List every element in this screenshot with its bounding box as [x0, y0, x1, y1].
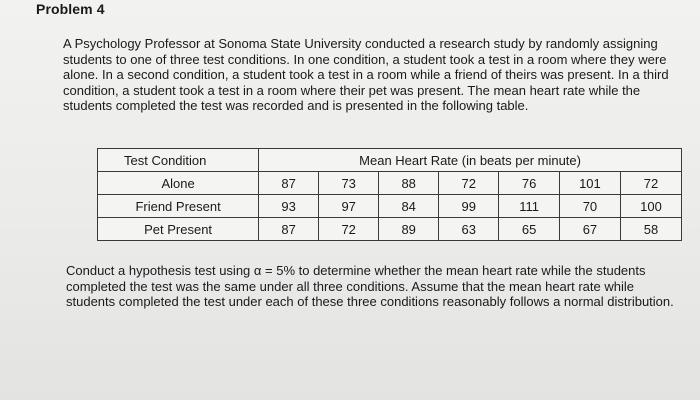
heart-rate-column-header: Mean Heart Rate (in beats per minute): [259, 149, 682, 172]
table-cell: 76: [499, 172, 560, 195]
table-cell: 87: [259, 218, 319, 241]
table-cell: 73: [319, 172, 379, 195]
problem-instructions: [66, 263, 676, 310]
table-cell: 101: [559, 172, 620, 195]
table-cell: 97: [319, 195, 379, 218]
table-header-row: [98, 149, 682, 172]
table-cell: 67: [559, 218, 620, 241]
table-cell: 93: [259, 195, 319, 218]
row-label: Friend Present: [98, 195, 259, 218]
table-cell: 63: [439, 218, 499, 241]
heart-rate-table: [97, 148, 682, 241]
instructions-paragraph: Conduct a hypothesis test using α = 5% to determine whether the mean heart rate while the students completed the test was the same under all three conditions. Assume that the mean heart rate while students completed the test under each of these three conditions reasonably follows a normal distribution.: [66, 263, 674, 310]
table-cell: 72: [439, 172, 499, 195]
table-cell: 88: [379, 172, 439, 195]
row-label: Pet Present: [98, 218, 259, 241]
table-cell: 72: [620, 172, 681, 195]
table-cell: 111: [499, 195, 560, 218]
intro-paragraph: A Psychology Professor at Sonoma State University conducted a research study by randomly assigning students to one of three test conditions. In one condition, a student took a test in a room where they were alone. In a second condition, a student took a test in a room while a friend of theirs was present. In a third condition, a student took a test in a room where their pet was present. The mean heart rate while the students completed the test was recorded and is presented in the following table.: [63, 36, 669, 114]
problem-intro: [63, 36, 683, 114]
table-cell: 84: [379, 195, 439, 218]
table-row: [98, 172, 682, 195]
table-row: [98, 218, 682, 241]
row-label: Alone: [98, 172, 259, 195]
table-cell: 99: [439, 195, 499, 218]
table-cell: 58: [620, 218, 681, 241]
table-cell: 100: [620, 195, 681, 218]
table-cell: 89: [379, 218, 439, 241]
table-cell: 87: [259, 172, 319, 195]
table-cell: 65: [499, 218, 560, 241]
table-cell: 72: [319, 218, 379, 241]
table-row: [98, 195, 682, 218]
problem-title: Problem 4: [36, 1, 105, 17]
table-cell: 70: [559, 195, 620, 218]
condition-column-header: Test Condition: [98, 149, 259, 172]
